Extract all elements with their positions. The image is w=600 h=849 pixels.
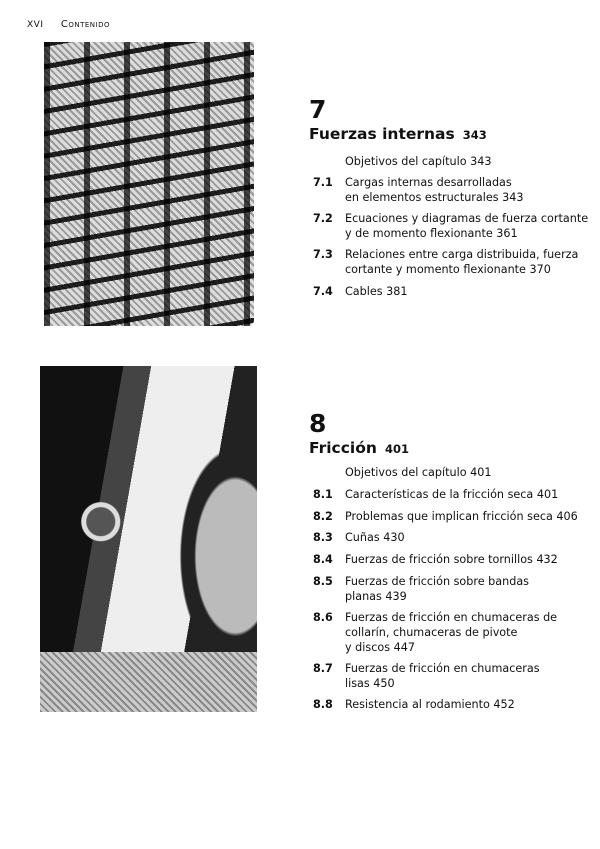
section-title — [345, 487, 558, 502]
section-title — [345, 552, 558, 567]
section-title-line: Fuerzas de fricción sobre tornillos 432 — [345, 553, 558, 566]
section-title-line: y de momento flexionante 361 — [345, 227, 518, 240]
section-title — [345, 247, 578, 277]
section-title — [345, 530, 405, 545]
section-title-line: Cargas internas desarrolladas — [345, 176, 512, 189]
section-title-line: Fuerzas de fricción sobre bandas — [345, 575, 529, 588]
section-title — [345, 574, 529, 604]
section-title-line: en elementos estructurales 343 — [345, 191, 524, 204]
section-title — [345, 610, 557, 655]
section-title-line: Resistencia al rodamiento 452 — [345, 698, 515, 711]
section-title-line: cortante y momento flexionante 370 — [345, 263, 551, 276]
section-number: 8.8 — [313, 698, 333, 711]
section-title-line: Ecuaciones y diagramas de fuerza cortante — [345, 212, 589, 225]
chapter-title — [309, 438, 409, 459]
section-number: 8.7 — [313, 662, 333, 675]
section-title-line: lisas 450 — [345, 677, 395, 690]
section-number: 7.4 — [313, 285, 333, 298]
section-number: 8.5 — [313, 575, 333, 588]
section-title: Contenido — [60, 19, 110, 30]
chapter-8 — [309, 409, 578, 711]
section-title-line: Relaciones entre carga distribuida, fuerza — [345, 248, 579, 261]
section-title-line: planas 439 — [345, 590, 407, 603]
chapter-number: 8 — [309, 409, 327, 438]
section-number: 7.1 — [313, 176, 333, 189]
section-number: 8.4 — [313, 553, 333, 566]
chapter-title-text: Fuerzas internas — [309, 125, 455, 143]
section-title — [345, 154, 491, 169]
wheel-brake-photo — [40, 366, 257, 712]
section-number: 8.3 — [313, 531, 333, 544]
section-title-line: Objetivos del capítulo 343 — [345, 155, 492, 168]
section-title — [345, 284, 408, 299]
section-title-line: Fuerzas de fricción en chumaceras — [345, 662, 540, 675]
chapter-title — [309, 124, 487, 145]
section-number: 8.1 — [313, 488, 333, 501]
page-number: XVI — [27, 20, 44, 30]
steel-frame-photo — [44, 42, 254, 326]
section-title-line: Objetivos del capítulo 401 — [345, 466, 492, 479]
chapter-title-text: Fricción — [309, 439, 377, 457]
section-title-line: Problemas que implican fricción seca 406 — [345, 510, 578, 523]
section-title-line: Cables 381 — [345, 285, 408, 298]
section-title-line: Fuerzas de fricción en chumaceras de — [345, 611, 558, 624]
section-number: 7.3 — [313, 248, 333, 261]
section-title-line: Cuñas 430 — [345, 531, 405, 544]
section-title — [345, 175, 524, 205]
section-title — [345, 509, 578, 524]
section-title — [345, 697, 515, 712]
chapter-number: 7 — [309, 95, 327, 124]
chapter-page: 343 — [462, 128, 487, 142]
section-title — [345, 211, 588, 241]
section-title — [345, 661, 540, 691]
section-number: 8.6 — [313, 611, 333, 624]
chapter-7 — [309, 95, 589, 298]
section-title-line: collarín, chumaceras de pivote — [345, 626, 518, 639]
chapter-page: 401 — [384, 442, 409, 456]
section-title-line: y discos 447 — [345, 641, 415, 654]
section-number: 7.2 — [313, 212, 333, 225]
section-title — [345, 465, 491, 480]
section-title-line: Características de la fricción seca 401 — [345, 488, 559, 501]
running-header — [27, 19, 110, 30]
section-number: 8.2 — [313, 510, 333, 523]
